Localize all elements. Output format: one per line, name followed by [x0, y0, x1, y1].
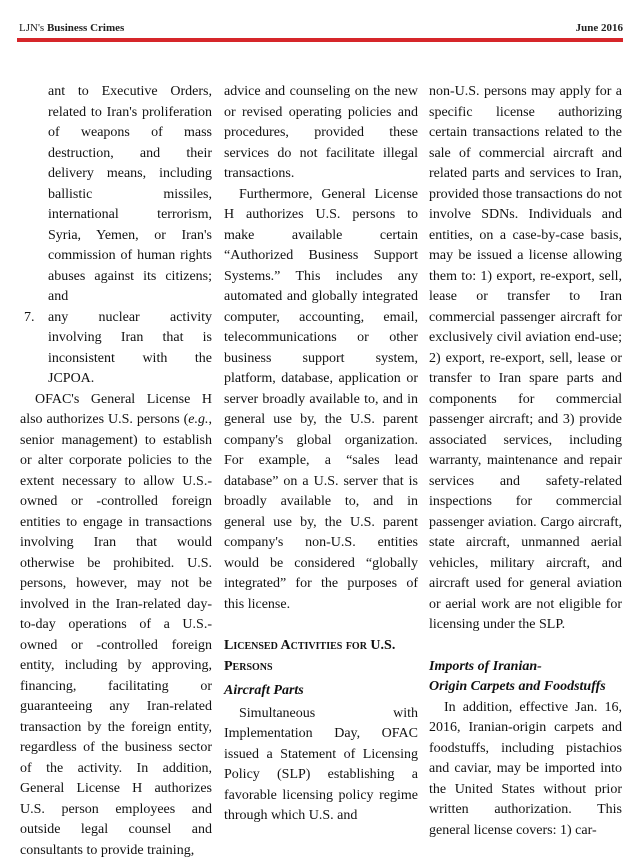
section-heading: Licensed Activities for U.S. Persons [224, 636, 418, 677]
publication-prefix: LJN's [19, 22, 44, 34]
publication-name [19, 22, 124, 34]
list-number: 7. [24, 308, 35, 329]
list-item-text: any nuclear activity involving Iran that is inconsistent with the JCPOA. [48, 310, 212, 387]
column-3 [429, 82, 622, 841]
header-rule [17, 38, 623, 42]
body-paragraph: In addition, effective Jan. 16, 2016, Iranian-origin carpets and foodstuffs, including pistachios and caviar, may be imported into the United States without prior written authorization. This general license covers: 1) car- [429, 698, 622, 842]
body-paragraph [20, 390, 212, 861]
column-1 [20, 82, 212, 861]
paragraph-rest: , senior management) to establish or alter corporate policies to the extent necessary to allow U.S.-owned or -controlled foreign entities to engage in transactions involving Iran that would otherwise be prohibited. U.S. persons, however, may not be involved in the Iran-related day-to-day operations of a U.S.-owned or -controlled foreign entity, including by approving, financing, facilitating or guaranteeing any Iran-related transaction by the foreign entity, regardless of the business sector of the activity. In addition, General License H authorizes U.S. person employees and outside legal counsel and consultants to provide training, [20, 412, 212, 858]
body-paragraph: Furthermore, General License H authorizes U.S. persons to make available certain “Authorized Business Support Systems.” This includes any automated and globally integrated computer, accounting, email, telecommunications or other business support system, platform, database, application or server broadly available to, and in general use by, the U.S. parent company's global organization. For example, a “sales lead database” on a U.S. server that is broadly available to, and in general use by, the U.S. parent company's non-U.S. entities would be considered “globally integrated” for the purposes of this license. [224, 185, 418, 616]
list-item-continuation: ant to Executive Orders, related to Iran's proliferation of weapons of mass destruction, and their delivery means, including ballistic missiles, international terrorism, Syria, Yemen, or Iran's commission of human rights abuses against its citizens; and [20, 82, 212, 308]
column-2 [224, 82, 418, 827]
body-paragraph: non-U.S. persons may apply for a specific license authorizing certain transactions related to the sale of commercial aircraft and related parts and services to Iran, provided those transactions do not involve SDNs. Individuals and entities, on a case-by-case basis, may be issued a license allowing them to: 1) export, re-export, sell, lease or transfer to Iran commercial passenger aircraft for exclusively civil aviation end-use; 2) export, re-export, sell, lease or transfer to Iran spare parts and components for commercial passenger aircraft; and 3) provide associated services, including warranty, maintenance and repair services and safety-related inspections for commercial passenger aviation. Cargo aircraft, state aircraft, unmanned aerial vehicles, military aircraft, and aircraft used for general aviation or aerial work are not eligible for licensing under the SLP. [429, 82, 622, 636]
subheading [429, 657, 622, 698]
subheading-line-1: Imports of Iranian- [429, 659, 542, 674]
subheading: Aircraft Parts [224, 681, 418, 702]
page-header [0, 0, 640, 42]
issue-date: June 2016 [576, 22, 623, 34]
eg-abbreviation: e.g. [188, 412, 208, 427]
body-paragraph: advice and counseling on the new or revised operating policies and procedures, provided these services do not facilitate illegal transactions. [224, 82, 418, 185]
list-item-7 [20, 308, 212, 390]
publication-title: Business Crimes [47, 22, 124, 34]
subheading-line-2: Origin Carpets and Foodstuffs [429, 679, 606, 694]
paragraph-lead: OFAC's General License H also authorizes U.S. persons ( [20, 392, 212, 428]
body-paragraph: Simultaneous with Implementation Day, OFAC issued a Statement of Licensing Policy (SLP) establishing a favorable licensing policy regime through which U.S. and [224, 704, 418, 827]
